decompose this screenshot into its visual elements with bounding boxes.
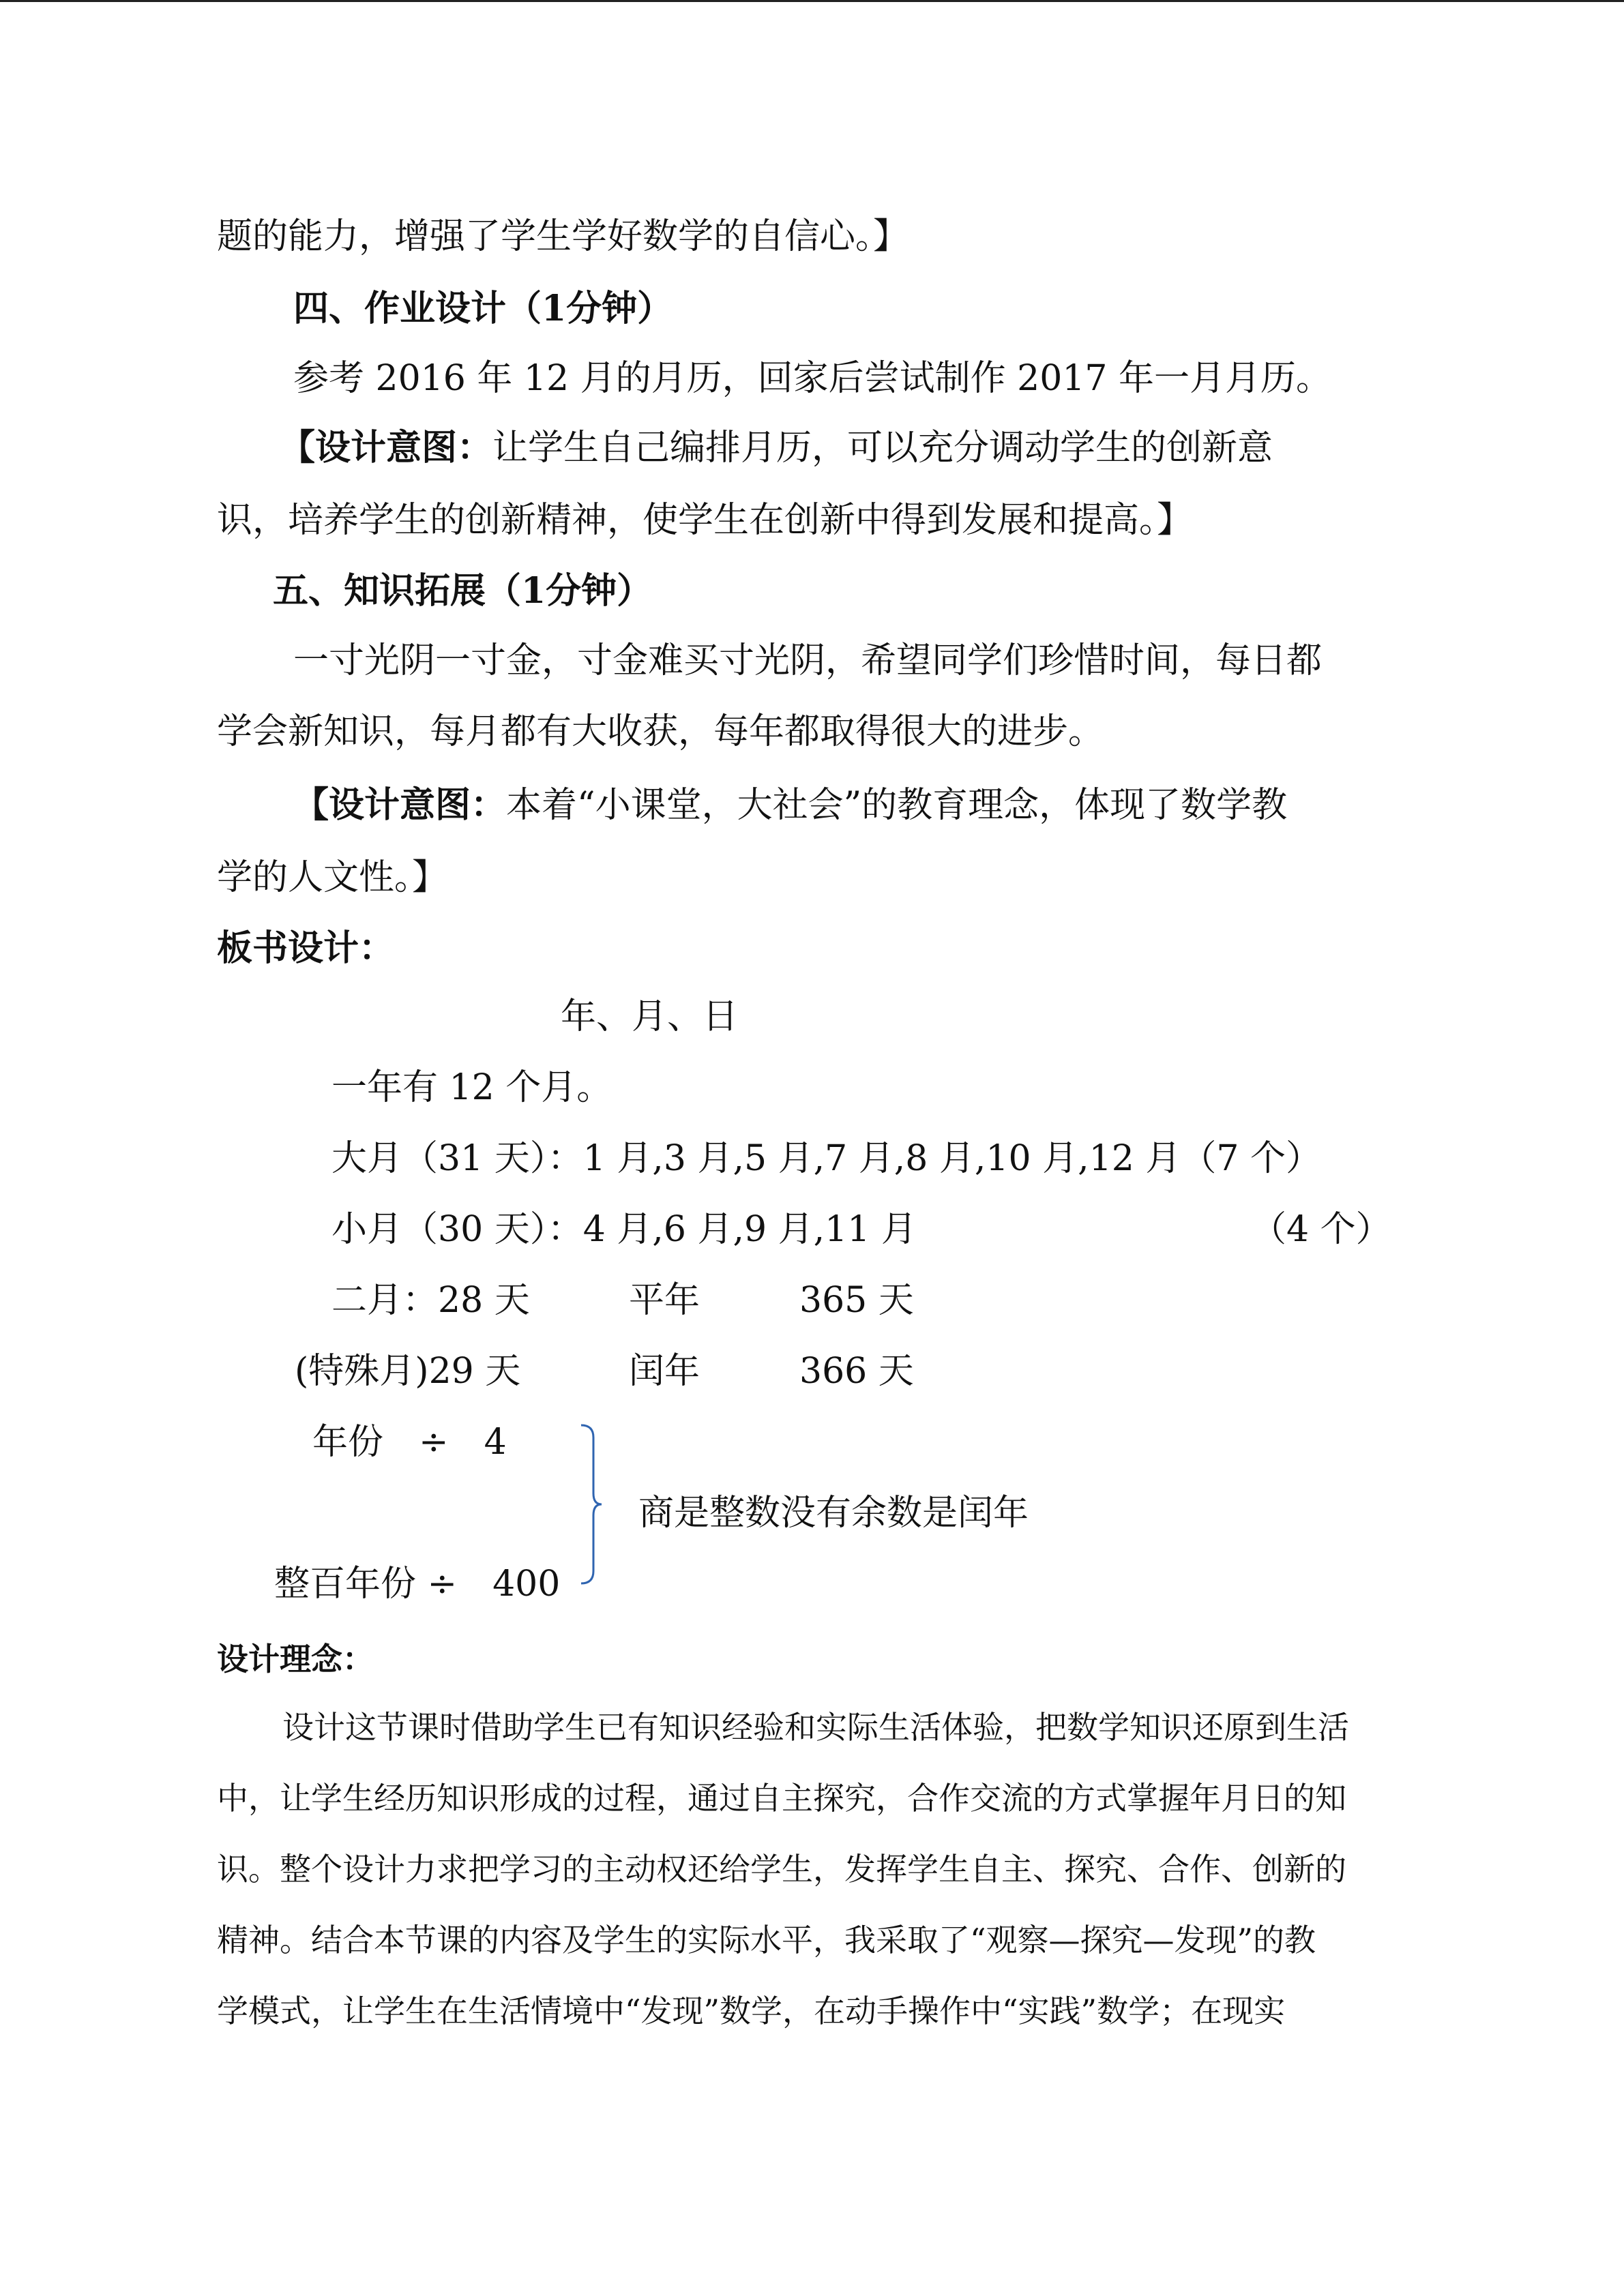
section-4-heading: 四、作业设计（1分钟）: [293, 288, 673, 329]
section-4-body: 参考 2016 年 12 月的月历，回家后尝试制作 2017 年一月月历。: [293, 358, 1332, 399]
page-top-border: [0, 0, 1624, 2]
concept-line-2: 中，让学生经历知识形成的过程，通过自主探究，合作交流的方式掌握年月日的知: [217, 1780, 1346, 1817]
section-5-body-1: 一寸光阴一寸金，寸金难买寸光阴，希望同学们珍惜时间，每日都: [293, 640, 1323, 681]
section-4-intent: [280, 424, 1273, 472]
board-rule-2: 整百年份 ÷ 400: [274, 1564, 561, 1605]
section-5-intent: [293, 781, 1287, 829]
intent-text: 让学生自己编排月历，可以充分调动学生的创新意: [492, 428, 1273, 468]
board-line-1: 一年有 12 个月。: [331, 1067, 612, 1108]
section-5-heading: 五、知识拓展（1分钟）: [273, 570, 653, 612]
concept-line-1: 设计这节课时借助学生已有知识经验和实际生活体验，把数学知识还原到生活: [282, 1709, 1349, 1746]
intent-label: 【设计意图：: [293, 784, 507, 826]
board-heading: 板书设计：: [217, 927, 395, 969]
paragraph-end: 题的能力，增强了学生学好数学的自信心。】: [217, 216, 909, 257]
board-line-4a: 二月：28 天: [331, 1280, 530, 1321]
concept-line-4: 精神。结合本节课的内容及学生的实际水平，我采取了“观察—探究—发现”的教: [217, 1922, 1316, 1958]
intent-label: 【设计意图：: [280, 427, 493, 468]
board-line-3: 小月（30 天）：4 月,6 月,9 月,11 月: [331, 1209, 917, 1250]
intent-text: 本着“小课堂，大社会”的教育理念，体现了数学教: [506, 785, 1288, 826]
right-brace-icon: [578, 1422, 606, 1586]
section-5-body-2: 学会新知识，每月都有大收获，每年都取得很大的进步。: [217, 711, 1104, 752]
board-line-5c: 366 天: [799, 1351, 914, 1392]
concept-line-3: 识。整个设计力求把学习的主动权还给学生，发挥学生自主、探究、合作、创新的: [217, 1851, 1346, 1888]
board-line-2: 大月（31 天）：1 月,3 月,5 月,7 月,8 月,10 月,12 月（7 个）: [331, 1138, 1321, 1179]
board-rule-1: 年份 ÷ 4: [312, 1422, 507, 1463]
board-line-3-count: （4 个）: [1251, 1209, 1391, 1250]
board-line-5b: 闰年: [629, 1351, 700, 1392]
section-5-intent-cont: 学的人文性。】: [217, 857, 448, 898]
section-4-intent-cont: 识，培养学生的创新精神，使学生在创新中得到发展和提高。】: [217, 500, 1193, 541]
board-line-4b: 平年: [629, 1280, 700, 1321]
concept-line-5: 学模式，让学生在生活情境中“发现”数学，在动手操作中“实践”数学；在现实: [217, 1993, 1286, 2029]
board-rule-result: 商是整数没有余数是闰年: [638, 1493, 1029, 1534]
board-line-4c: 365 天: [799, 1280, 914, 1321]
board-line-5a: (特殊月)29 天: [295, 1351, 521, 1392]
board-title: 年、月、日: [561, 996, 739, 1037]
concept-heading: 设计理念：: [217, 1641, 374, 1678]
